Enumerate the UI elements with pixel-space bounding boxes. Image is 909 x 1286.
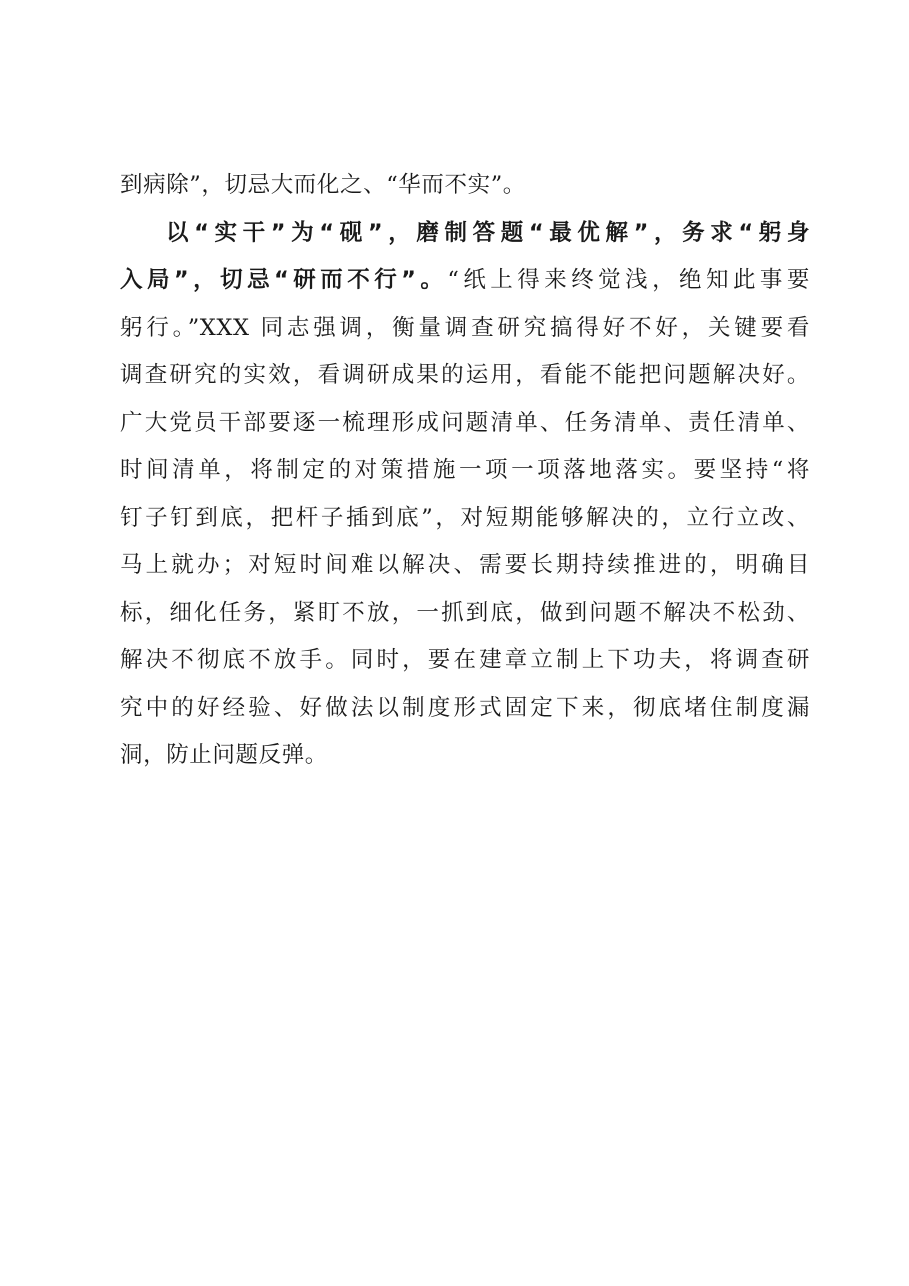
text-line-7: 时间清单，将制定的对策措施一项一项落地落实。要坚持“将 [120, 457, 810, 483]
body-text [120, 162, 810, 780]
text-line-13: 洞，防止问题反弹。 [120, 742, 328, 768]
text-line-9: 马上就办；对短时间难以解决、需要长期持续推进的，明确目 [120, 552, 810, 578]
text-line-3 [120, 257, 810, 305]
text-line-11: 解决不彻底不放手。同时，要在建章立制上下功夫，将调查研 [120, 647, 810, 673]
text-line-12: 究中的好经验、好做法以制度形式固定下来，彻底堵住制度漏 [120, 694, 810, 721]
bold-heading-tail: 入局”，切忌“研而不行”。 [120, 267, 448, 293]
text-line-6: 广大党员干部要逐一梳理形成问题清单、任务清单、责任清单、 [120, 409, 810, 436]
text-line-4: 躬行。”XXX 同志强调，衡量调查研究搞得好不好，关键要看 [120, 314, 810, 341]
text-line-5: 调查研究的实效，看调研成果的运用，看能不能把问题解决好。 [120, 362, 810, 388]
quote-start: “纸上得来终觉浅，绝知此事要 [447, 267, 810, 293]
text-line-8: 钉子钉到底，把杆子插到底”，对短期能够解决的，立行立改、 [120, 504, 810, 531]
text-line-2-bold-heading: 以“实干”为“砚”，磨制答题“最优解”，务求“躬身 [166, 219, 810, 246]
text-line-1: 到病除”，切忌大而化之、“华而不实”。 [120, 172, 526, 198]
text-line-10: 标，细化任务，紧盯不放，一抓到底，做到问题不解决不松劲、 [120, 599, 810, 626]
